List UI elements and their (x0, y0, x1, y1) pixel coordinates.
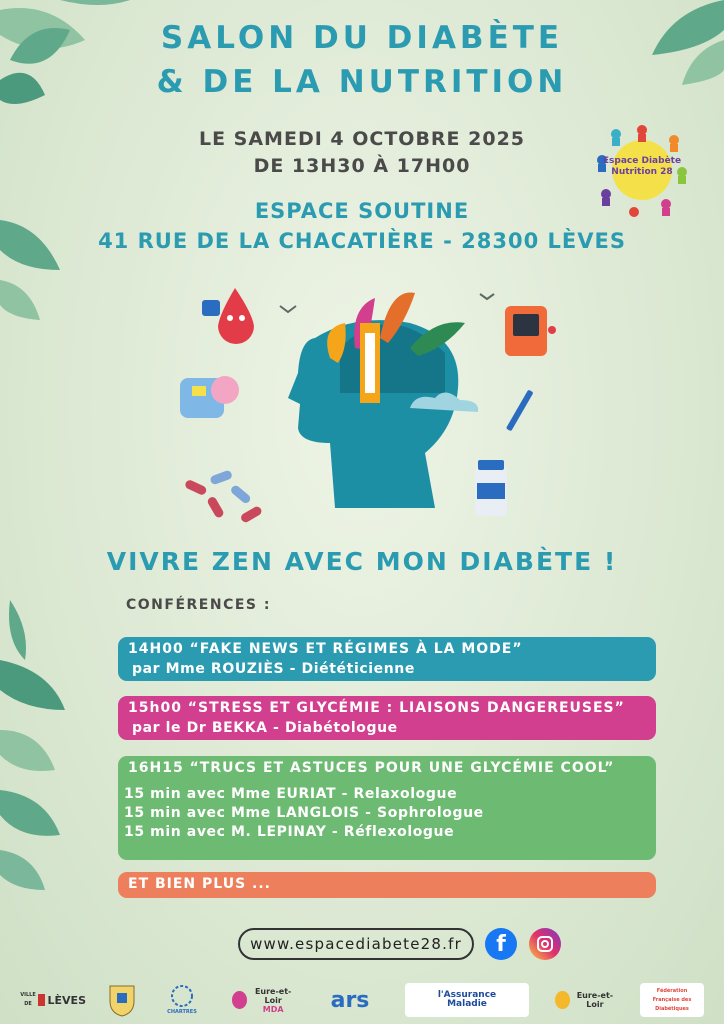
federation-diabetiques-logo (640, 983, 704, 1017)
title-line-2: & DE LA NUTRITION (156, 64, 568, 100)
conference-card-1 (118, 637, 656, 681)
leves-logo (20, 983, 86, 1017)
ars-logo (318, 983, 382, 1017)
slogan: VIVRE ZEN AVEC MON DIABÈTE ! (106, 547, 618, 576)
event-date: LE SAMEDI 4 OCTOBRE 2025 (198, 128, 526, 150)
leaves-bottom-left-decoration (0, 600, 80, 900)
conference-title: 14H00 “FAKE NEWS ET RÉGIMES À LA MODE” (128, 641, 523, 657)
chartres-logo (160, 983, 204, 1017)
eure-et-loir-mda-logo (232, 983, 296, 1017)
workshop-item: 15 min avec Mme LANGLOIS - Sophrologue (124, 805, 484, 821)
conference-title: 15h00 “STRESS ET GLYCÉMIE : LIAISONS DANGEREUSES” (128, 700, 625, 716)
pills-icon (184, 469, 263, 523)
conference-title: 16H15 “TRUCS ET ASTUCES POUR UNE GLYCÉMIE COOL” (128, 760, 615, 776)
assurance-maladie-logo (405, 983, 529, 1017)
instagram-icon[interactable] (529, 928, 561, 960)
chartres-text: CHARTRES (167, 1008, 197, 1015)
assurance-line2: Maladie (447, 999, 487, 1009)
insulin-vial-icon (475, 460, 507, 516)
venue-address: 41 RUE DE LA CHACATIÈRE - 28300 LÈVES (98, 229, 626, 253)
eure-et-loir-logo (555, 983, 617, 1017)
more-label: ET BIEN PLUS ... (128, 876, 271, 892)
crest-logo (104, 983, 140, 1017)
snack-bag-icon (180, 376, 239, 418)
title-line-1: SALON DU DIABÈTE (160, 20, 564, 56)
ars-text: ars (330, 987, 370, 1013)
conferences-heading: CONFÉRENCES : (126, 597, 271, 613)
conference-card-4 (118, 872, 656, 898)
federation-text: Fédération Française des Diabétiques (652, 987, 692, 1012)
mda-top-text: Eure-et-Loir (254, 986, 292, 1005)
espace-diabete-logo (594, 122, 690, 218)
workshop-item: 15 min avec Mme EURIAT - Relaxologue (124, 786, 458, 802)
mda-bottom-text: MDA (262, 1004, 284, 1014)
eure-et-loir-text: Eure-et-Loir (576, 991, 614, 1009)
event-time: DE 13H30 À 17H00 (253, 155, 471, 177)
glucose-meter-icon (505, 306, 556, 356)
website-link[interactable]: www.espacediabete28.fr (238, 928, 474, 960)
logo-text-line2: Nutrition 28 (611, 167, 673, 177)
conference-speaker: par Mme ROUZIÈS - Diététicienne (132, 661, 415, 677)
blood-drop-mascot-icon (202, 288, 254, 344)
insulin-pen-icon (506, 389, 534, 431)
assurance-line1: l'Assurance (437, 990, 497, 1000)
head-plants-illustration (180, 278, 560, 528)
conference-card-3 (118, 756, 656, 860)
venue-name: ESPACE SOUTINE (254, 199, 470, 223)
conference-speaker: par le Dr BEKKA - Diabétologue (132, 720, 398, 736)
leves-prefix: VILLE DE (20, 992, 36, 1007)
logo-text-line1: Espace Diabète (602, 156, 682, 166)
leves-text: LÈVES (47, 993, 86, 1007)
facebook-icon[interactable]: f (485, 928, 517, 960)
conference-card-2 (118, 696, 656, 740)
workshop-item: 15 min avec M. LEPINAY - Réflexologue (124, 824, 455, 840)
